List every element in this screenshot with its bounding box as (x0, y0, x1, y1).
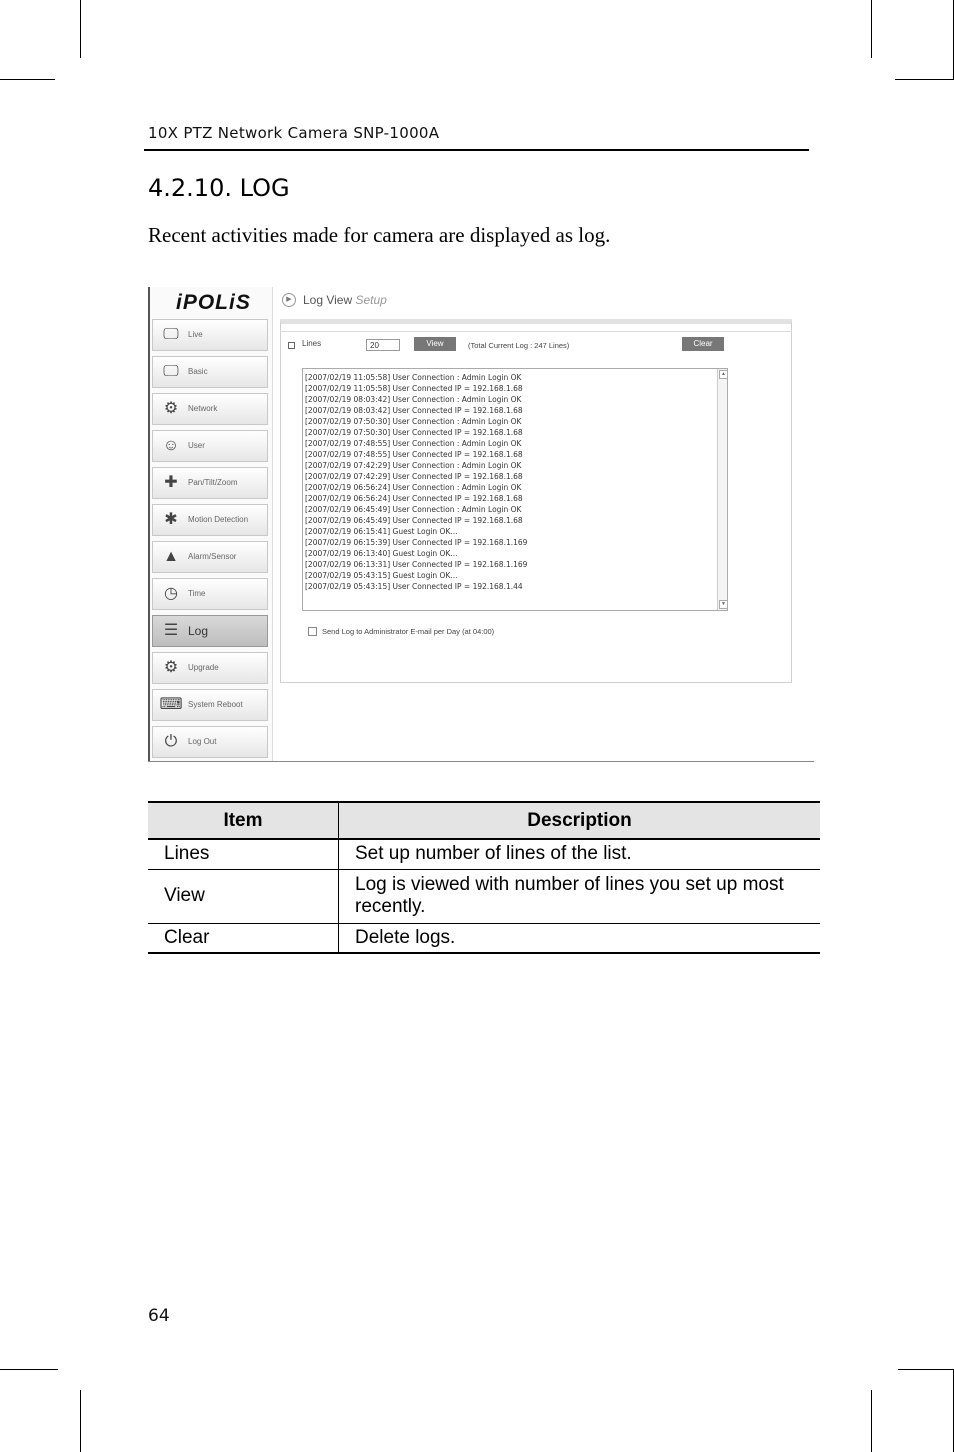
log-entry: [2007/02/19 06:13:31] User Connected IP = 192.168.1.169 (305, 560, 528, 569)
table-row (148, 923, 820, 953)
sidebar-item-pan-tilt-zoom[interactable] (152, 467, 268, 499)
log-entry: [2007/02/19 07:48:55] User Connection : Admin Login OK (305, 439, 522, 448)
sidebar-item-label: Motion Detection (188, 515, 249, 524)
sidebar-item-upgrade[interactable] (152, 652, 268, 684)
description-table (148, 801, 820, 954)
sidebar-item-label: Network (188, 404, 218, 413)
crop-mark (80, 1390, 81, 1452)
bullet-icon (288, 342, 295, 349)
sidebar-item-time[interactable] (152, 578, 268, 610)
sidebar-item-label: Log (188, 624, 209, 638)
row-description: Delete logs. (339, 923, 821, 953)
email-log-checkbox[interactable] (308, 627, 317, 636)
log-entry: [2007/02/19 06:13:40] Guest Login OK... (305, 549, 458, 558)
clock-icon: ◷ (164, 585, 178, 602)
log-entry: [2007/02/19 07:50:30] User Connected IP = 192.168.1.68 (305, 428, 523, 437)
logout-icon: ⏻ (164, 733, 178, 750)
monitor-icon: 🖵 (163, 326, 179, 343)
log-entry: [2007/02/19 08:03:42] User Connected IP = 192.168.1.68 (305, 406, 523, 415)
crop-mark (0, 1369, 58, 1370)
clear-button[interactable]: Clear (682, 337, 724, 351)
sidebar-item-label: Log Out (188, 737, 217, 746)
alarm-icon: ▲ (163, 548, 179, 565)
running-header: 10X PTZ Network Camera SNP-1000A (148, 124, 440, 142)
sidebar-item-label: Time (188, 589, 206, 598)
ptz-icon: ✚ (164, 474, 178, 491)
log-list[interactable] (302, 368, 728, 611)
crop-mark (898, 1369, 954, 1370)
row-description: Set up number of lines of the list. (339, 839, 821, 869)
sidebar-item-user[interactable] (152, 430, 268, 462)
crop-mark (80, 0, 81, 58)
view-button[interactable]: View (414, 337, 456, 351)
play-icon: ▶ (282, 293, 296, 307)
crop-mark (895, 79, 954, 80)
log-entry: [2007/02/19 06:45:49] User Connected IP = 192.168.1.68 (305, 516, 523, 525)
log-entry: [2007/02/19 05:43:15] Guest Login OK... (305, 571, 458, 580)
sidebar-item-label: Basic (188, 367, 208, 376)
log-entry: [2007/02/19 06:15:39] User Connected IP = 192.168.1.169 (305, 538, 528, 547)
sidebar-item-basic[interactable] (152, 356, 268, 388)
sidebar-item-label: System Reboot (188, 700, 243, 709)
row-description: Log is viewed with number of lines you set up most recently. (339, 869, 821, 923)
sidebar-item-log[interactable] (152, 615, 268, 647)
log-entry: [2007/02/19 06:56:24] User Connection : Admin Login OK (305, 483, 522, 492)
sidebar-item-label: User (188, 441, 205, 450)
log-entry: [2007/02/19 06:15:41] Guest Login OK... (305, 527, 458, 536)
monitor-icon: 🖵 (163, 363, 179, 380)
log-entry: [2007/02/19 06:56:24] User Connected IP = 192.168.1.68 (305, 494, 523, 503)
page-number: 64 (148, 1306, 170, 1326)
sidebar-item-system-reboot[interactable] (152, 689, 268, 721)
sidebar-item-label: Upgrade (188, 663, 219, 672)
divider (280, 331, 792, 332)
sidebar-item-label: Alarm/Sensor (188, 552, 237, 561)
log-icon: ☰ (163, 622, 179, 639)
table-header-row (148, 802, 820, 839)
sidebar (148, 287, 273, 761)
section-intro: Recent activities made for camera are displayed as log. (148, 223, 611, 247)
motion-icon: ✱ (164, 511, 178, 528)
ipolis-logo: iPOLiS (176, 291, 251, 314)
scroll-down-icon[interactable]: ▼ (719, 600, 728, 609)
table-row (148, 869, 820, 923)
sidebar-item-motion-detection[interactable] (152, 504, 268, 536)
sidebar-item-label: Pan/Tilt/Zoom (188, 478, 238, 487)
log-entry: [2007/02/19 07:42:29] User Connected IP = 192.168.1.68 (305, 472, 523, 481)
scroll-up-icon[interactable]: ▲ (719, 370, 728, 379)
sidebar-item-label: Live (188, 330, 203, 339)
header-description: Description (339, 802, 821, 839)
reboot-icon: ⌨ (159, 696, 183, 713)
network-icon: ⚙ (163, 400, 179, 417)
log-view-screenshot (148, 287, 814, 763)
log-entry: [2007/02/19 06:45:49] User Connection : Admin Login OK (305, 505, 522, 514)
page-title: Log View Setup (303, 293, 387, 307)
user-icon: ☺ (162, 437, 180, 454)
lines-input[interactable]: 20 (366, 339, 400, 351)
log-entry: [2007/02/19 11:05:58] User Connected IP = 192.168.1.68 (305, 384, 523, 393)
log-entry: [2007/02/19 11:05:58] User Connection : Admin Login OK (305, 373, 522, 382)
header-rule (144, 149, 809, 151)
row-item: View (148, 869, 339, 923)
log-entry: [2007/02/19 05:43:15] User Connected IP = 192.168.1.44 (305, 582, 523, 591)
crop-mark (871, 0, 872, 58)
sidebar-item-network[interactable] (152, 393, 268, 425)
figure-bottom-rule (148, 761, 814, 762)
crop-mark (871, 1390, 872, 1452)
table-row (148, 839, 820, 869)
log-entry: [2007/02/19 08:03:42] User Connection : Admin Login OK (305, 395, 522, 404)
sidebar-item-live[interactable] (152, 319, 268, 351)
crop-mark (0, 79, 55, 80)
lines-label: Lines (302, 339, 322, 348)
row-item: Lines (148, 839, 339, 869)
log-entries (305, 372, 527, 592)
section-title: 4.2.10. LOG (148, 174, 290, 202)
email-log-label: Send Log to Administrator E-mail per Day (at 04:00) (322, 627, 495, 636)
total-log-count: (Total Current Log : 247 Lines) (468, 341, 570, 350)
log-entry: [2007/02/19 07:42:29] User Connection : Admin Login OK (305, 461, 522, 470)
sidebar-item-log-out[interactable] (152, 726, 268, 758)
header-item: Item (148, 802, 339, 839)
log-entry: [2007/02/19 07:48:55] User Connected IP = 192.168.1.68 (305, 450, 523, 459)
upgrade-icon: ⚙ (163, 659, 179, 676)
row-item: Clear (148, 923, 339, 953)
log-entry: [2007/02/19 07:50:30] User Connection : Admin Login OK (305, 417, 522, 426)
page-title-suffix: Setup (355, 293, 387, 307)
scrollbar[interactable] (717, 369, 727, 610)
sidebar-item-alarm-sensor[interactable] (152, 541, 268, 573)
